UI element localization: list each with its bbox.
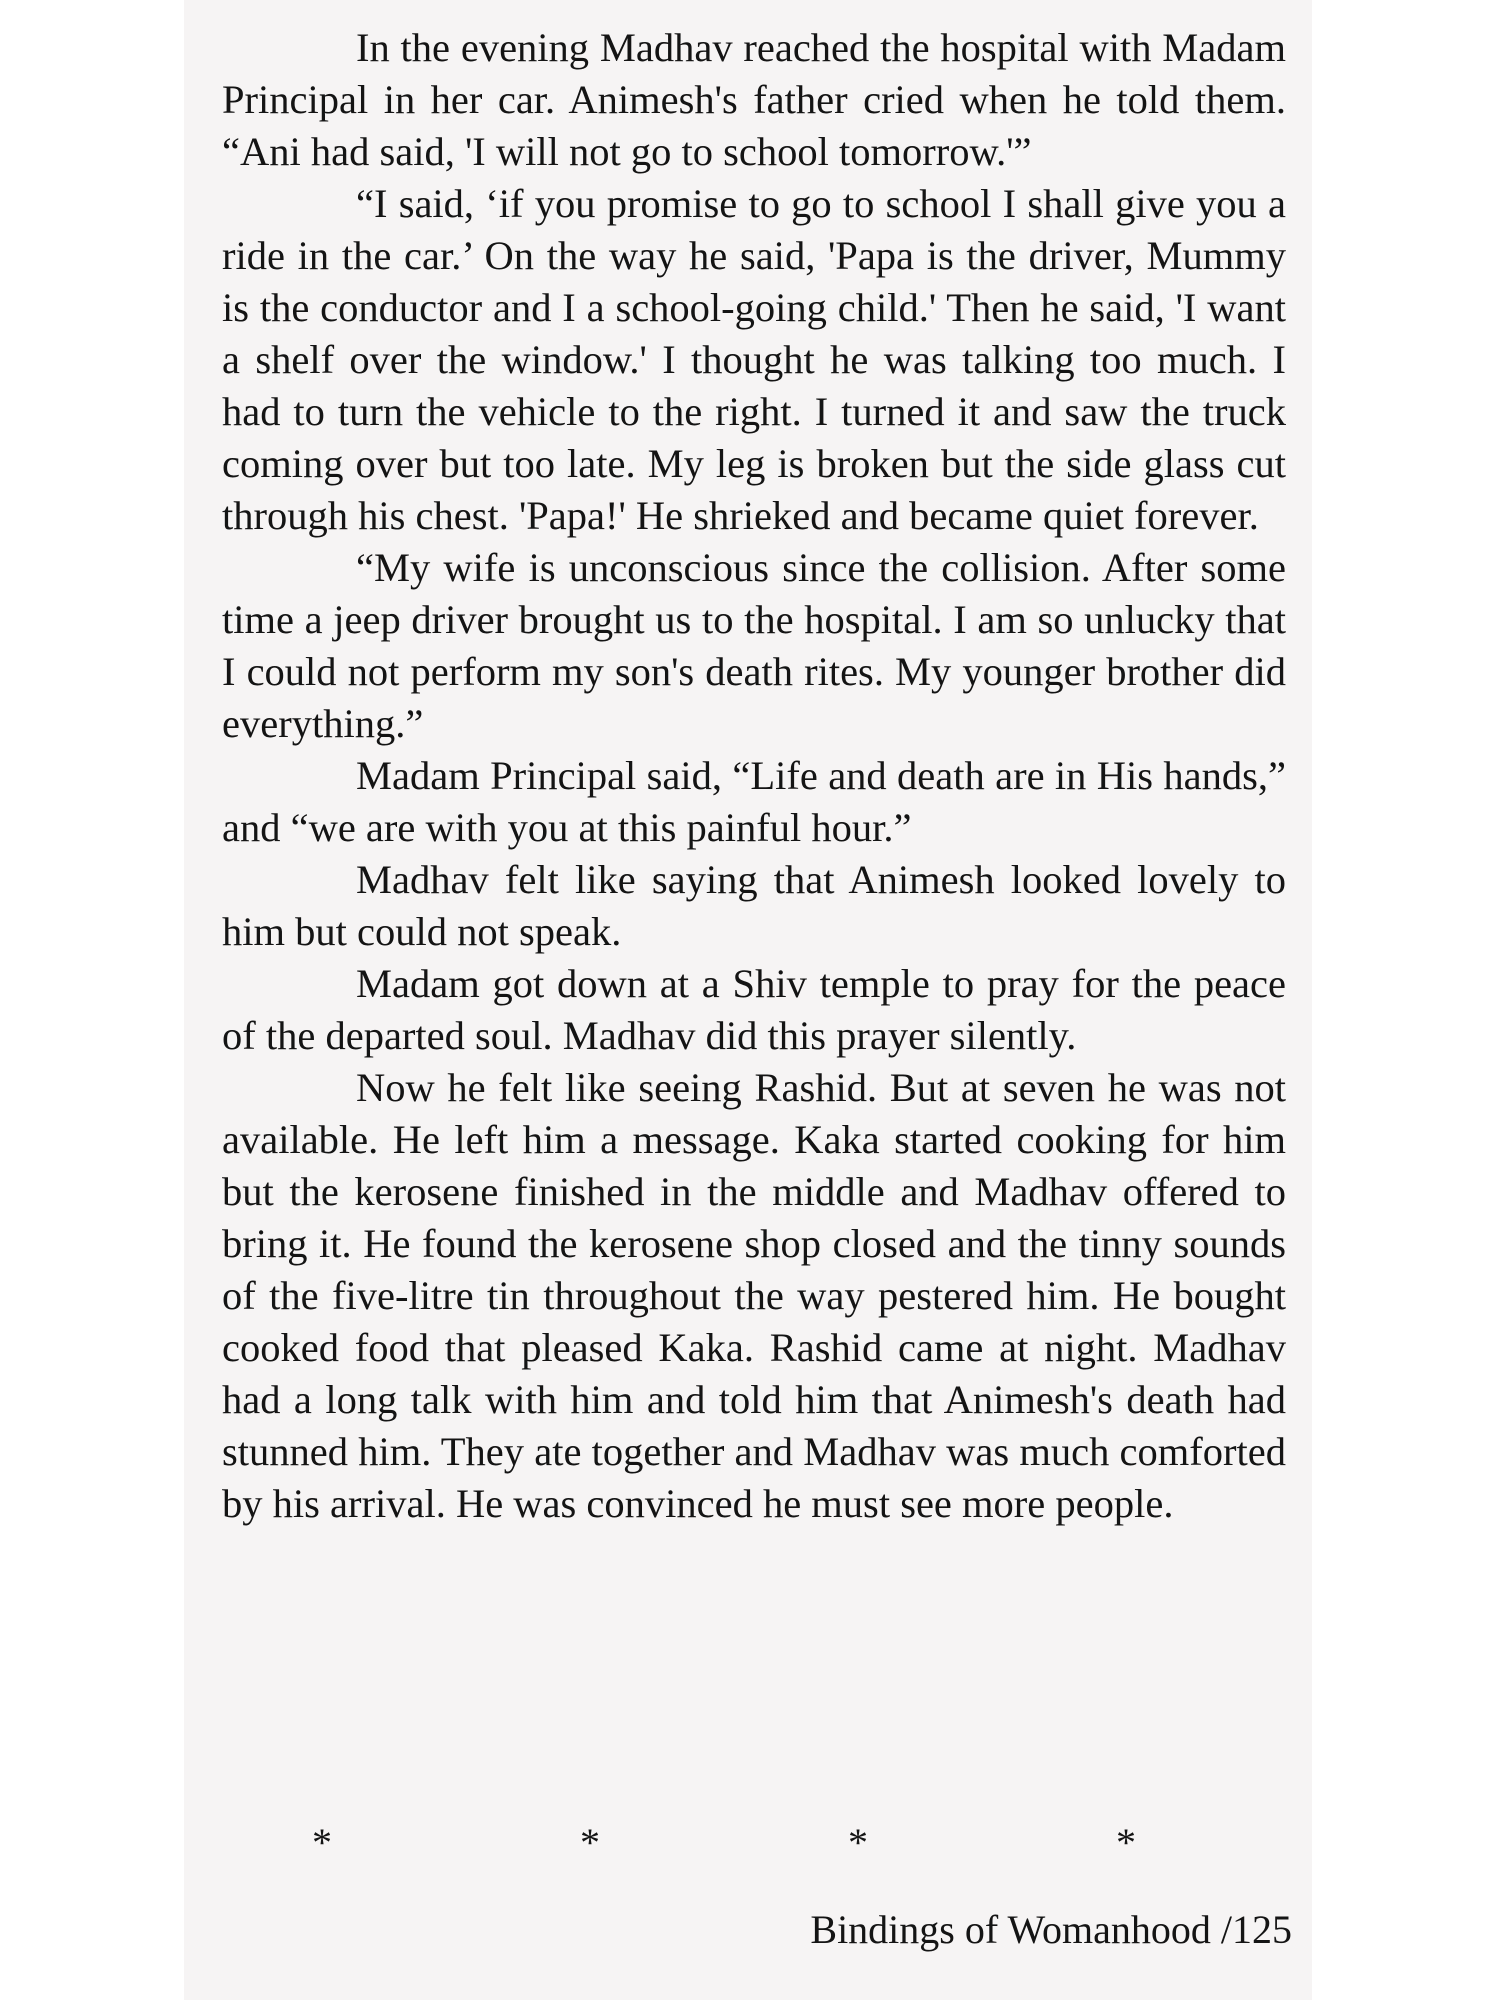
paragraph-6: Madam got down at a Shiv temple to pray for the peace of the departed soul. Madhav did this prayer silently. [222, 961, 1286, 1058]
asterisk-2: * [580, 1820, 600, 1865]
paragraph-3: “My wife is unconscious since the collision. After some time a jeep driver brought us to the hospital. I am so unlucky that I could not perform my son's death rites. My younger brother did everything.” [222, 545, 1286, 746]
book-page [184, 0, 1312, 2000]
asterisk-4: * [1116, 1820, 1136, 1865]
paragraph-5: Madhav felt like saying that Animesh looked lovely to him but could not speak. [222, 857, 1286, 954]
body-text [222, 22, 1286, 1530]
paragraph-1: In the evening Madhav reached the hospital with Madam Principal in her car. Animesh's father cried when he told them. “Ani had said, 'I will not go to school tomorrow.'” [222, 25, 1286, 174]
running-footer: Bindings of Womanhood /125 [810, 1907, 1292, 1952]
asterisk-3: * [848, 1820, 868, 1865]
paragraph-2: “I said, ‘if you promise to go to school I shall give you a ride in the car.’ On the way he said, 'Papa is the driver, Mummy is the conductor and I a school-going child.' Then he said, 'I want a shelf over the window.' I thought he was talking too much. I had to turn the vehicle to the right. I turned it and saw the truck coming over but too late. My leg is broken but the side glass cut through his chest. 'Papa!' He shrieked and became quiet forever. [222, 181, 1286, 538]
paragraph-4: Madam Principal said, “Life and death are in His hands,” and “we are with you at this painful hour.” [222, 753, 1286, 850]
asterisk-1: * [312, 1820, 332, 1865]
paragraph-7: Now he felt like seeing Rashid. But at seven he was not available. He left him a message. Kaka started cooking for him but the kerosene finished in the middle and Madhav offered to bring it. He found the kerosene shop closed and the tinny sounds of the five-litre tin throughout the way pestered him. He bought cooked food that pleased Kaka. Rashid came at night. Madhav had a long talk with him and told him that Animesh's death had stunned him. They ate together and Madhav was much comforted by his arrival. He was convinced he must see more people. [222, 1065, 1286, 1526]
section-separator [184, 1818, 1312, 1868]
